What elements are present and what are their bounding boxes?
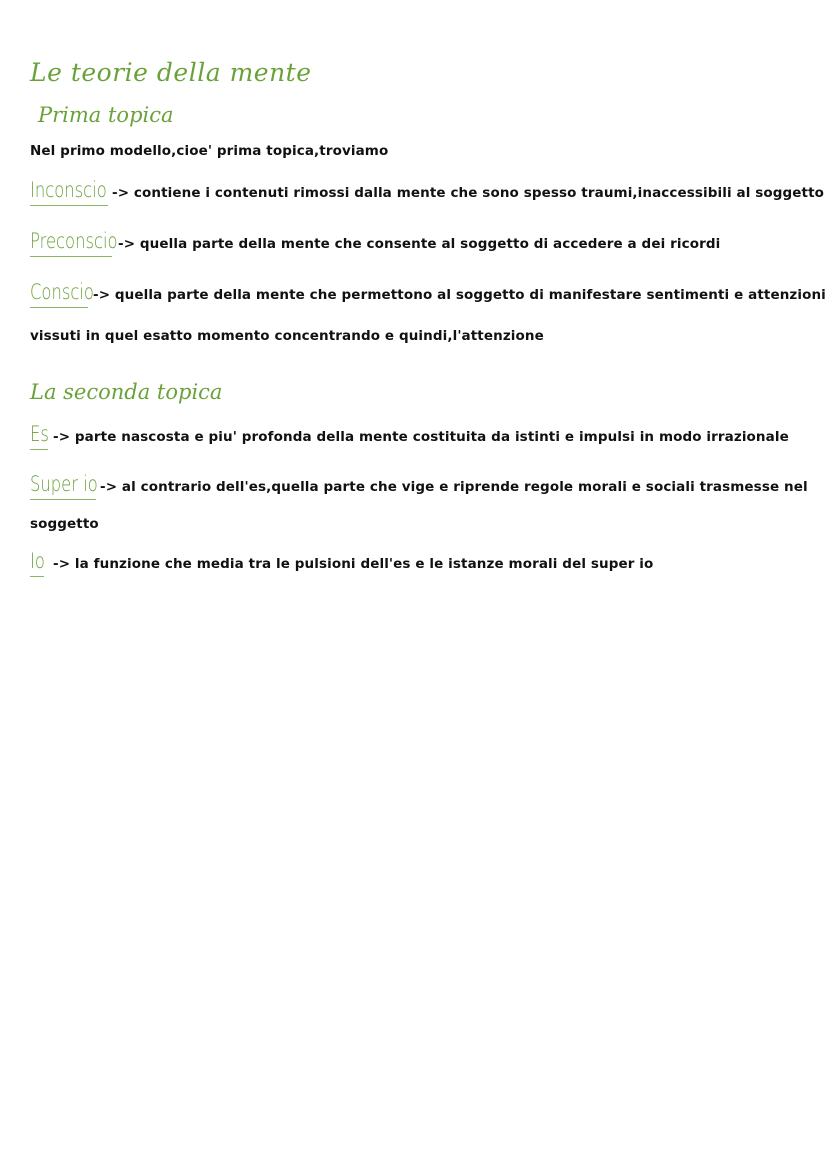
term-underline — [30, 229, 118, 257]
entry-es — [30, 422, 789, 450]
definition-conscio-continued: vissuti in quel esatto momento concentrando e quindi,l'attenzione — [30, 328, 544, 344]
definition-inconscio: -> contiene i contenuti rimossi dalla mente che sono spesso traumi,inaccessibili al soggetto — [112, 185, 825, 201]
definition-es: -> parte nascosta e piu' profonda della mente costituita da istinti e impulsi in modo irrazionale — [53, 429, 789, 445]
entry-preconscio — [30, 229, 720, 257]
definition-io: -> la funzione che media tra le pulsioni dell'es e le istanze morali del super io — [53, 556, 654, 572]
entry-conscio — [30, 280, 826, 308]
definition-super-io: -> al contrario dell'es,quella parte che vige e riprende regole morali e sociali trasmesse nel — [100, 479, 808, 495]
term-io: Io — [30, 549, 45, 573]
term-preconscio: Preconscio — [30, 229, 118, 253]
entry-inconscio — [30, 178, 824, 206]
page-title: Le teorie della mente — [30, 58, 312, 87]
definition-preconscio: -> quella parte della mente che consente al soggetto di accedere a dei ricordi — [118, 236, 721, 252]
term-underline — [30, 472, 96, 500]
term-underline — [30, 280, 94, 308]
term-es: Es — [30, 422, 49, 446]
term-underline — [30, 178, 108, 206]
section-heading-prima-topica: Prima topica — [38, 103, 174, 127]
entry-super-io — [30, 472, 808, 500]
term-inconscio: Inconscio — [30, 178, 107, 202]
term-underline — [30, 422, 48, 450]
entry-io — [30, 549, 653, 577]
section-heading-seconda-topica: La seconda topica — [30, 380, 223, 404]
definition-conscio: -> quella parte della mente che permettono al soggetto di manifestare sentimenti e attenzioni — [93, 287, 826, 303]
term-super-io: Super io — [30, 472, 98, 496]
term-conscio: Conscio — [30, 280, 94, 304]
intro-text: Nel primo modello,cioe' prima topica,troviamo — [30, 143, 389, 159]
term-underline — [30, 549, 44, 577]
definition-super-io-continued: soggetto — [30, 516, 99, 532]
